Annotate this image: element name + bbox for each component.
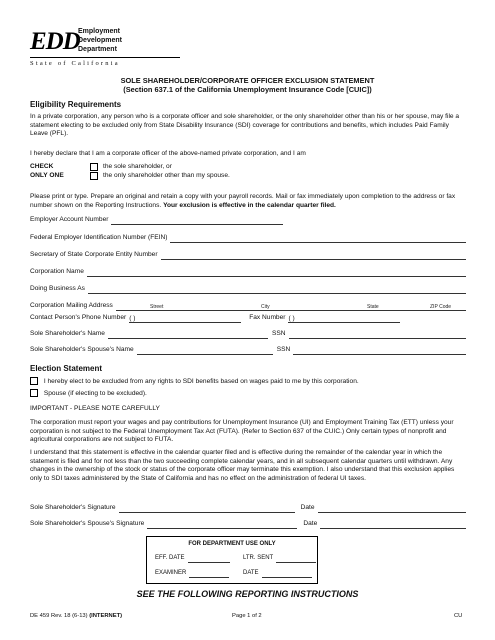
spouse-ssn-label: SSN — [276, 346, 291, 353]
shareholder-choice — [30, 163, 466, 185]
fein-input[interactable] — [170, 235, 466, 243]
page-number: Page 1 of 2 — [232, 613, 262, 619]
logo-rule — [30, 57, 180, 58]
form-subtitle: (Section 637.1 of the California Unemployment Insurance Code [CUIC]) — [123, 85, 372, 94]
only-one-label: ONLY ONE — [30, 172, 64, 179]
spouse-name-row — [30, 346, 466, 355]
examiner-field — [155, 570, 229, 578]
eligibility-paragraph: In a private corporation, any person who is a corporate officer and sole shareholder, or the only shareholder other than his or her spouse, may file a statement electing to be excluded only from State Disability Insurance (SDI) coverage for contributions and benefits, which includes Paid Family Leave (PFL). — [30, 113, 460, 138]
form-revision: DE 459 Rev. 18 (6-13) — [30, 613, 88, 619]
instructions-text — [30, 193, 466, 210]
eff-date-label: EFF. DATE — [155, 555, 185, 562]
dba-row — [30, 285, 466, 294]
logo-line-2: Development — [78, 37, 122, 44]
contact-phone-label: Contact Person's Phone Number — [30, 314, 127, 321]
contact-phone-row — [30, 314, 466, 323]
footer-cu: CU — [454, 613, 463, 619]
state-caption: State — [367, 304, 379, 310]
street-caption: Street — [150, 304, 164, 310]
examiner-label: EXAMINER — [155, 570, 187, 577]
corp-name-row — [30, 268, 466, 277]
corp-name-label: Corporation Name — [30, 268, 84, 275]
dept-date-input[interactable] — [262, 570, 312, 578]
shareholder-name-label: Sole Shareholder's Name — [30, 330, 105, 337]
spouse-signature-date-label: Date — [303, 520, 318, 527]
employer-account-row — [30, 216, 466, 225]
employer-account-label: Employer Account Number — [30, 216, 109, 223]
important-notice: IMPORTANT - PLEASE NOTE CAREFULLY — [30, 405, 160, 412]
examiner-input[interactable] — [189, 570, 229, 578]
ltr-sent-label: LTR. SENT — [243, 555, 274, 562]
department-box-title: FOR DEPARTMENT USE ONLY — [188, 541, 276, 547]
spouse-exclude-label: Spouse (if electing to be excluded). — [43, 389, 147, 397]
instructions-body: Please print or type. Prepare an original and retain a copy with your payroll records. Mail or fax immediately upon completion to the address or fax number shown on the Reporting Instructions. — [30, 193, 456, 209]
zip-caption: ZIP Code — [430, 304, 452, 310]
elect-exclude-label: I hereby elect to be excluded from any rights to SDI benefits based on wages paid to me by this corporation. — [43, 377, 359, 385]
election-option-1 — [30, 377, 466, 386]
futa-paragraph: The corporation must report your wages and pay contributions for Unemployment Insurance (UI) and Employment Training Tax (ETT) unless your corporation is not subject to the Federal Unemployment Tax Act (FUTA). (Refer to Section 637 of the CUIC.) Only certain types of nonprofit and agricultural corporations are not subject to FUTA. — [30, 419, 454, 444]
fax-paren: ( ) — [288, 314, 295, 322]
eligibility-heading: Eligibility Requirements — [30, 100, 122, 109]
sos-input[interactable] — [161, 252, 466, 260]
spouse-name-label: Sole Shareholder's Spouse's Name — [30, 346, 134, 353]
sos-label: Secretary of State Corporate Entity Number — [30, 251, 158, 258]
city-caption: City — [261, 304, 270, 310]
option-spouse-shareholder: the only shareholder other than my spouse. — [103, 172, 230, 179]
signature-label: Sole Shareholder's Signature — [30, 504, 116, 511]
spouse-ssn-input[interactable] — [293, 347, 466, 355]
phone-paren: ( ) — [129, 314, 136, 322]
election-heading: Election Statement — [30, 364, 103, 373]
shareholder-name-row — [30, 330, 466, 339]
dept-date-field — [243, 570, 312, 578]
ssn-label: SSN — [271, 330, 286, 337]
dba-label: Doing Business As — [30, 285, 85, 292]
ltr-sent-input[interactable] — [276, 555, 316, 563]
signature-date-input[interactable] — [318, 505, 466, 513]
option-sole-shareholder: the sole shareholder, or — [103, 163, 172, 170]
contact-phone-input[interactable] — [129, 315, 241, 323]
election-option-2 — [30, 389, 466, 398]
instructions-bold: Your exclusion is effective in the calendar quarter filed. — [163, 201, 336, 209]
eff-date-field — [155, 555, 230, 563]
mailing-address-row — [30, 302, 466, 311]
signature-input[interactable] — [119, 505, 295, 513]
employer-account-input[interactable] — [111, 217, 283, 225]
edd-logo — [30, 22, 180, 68]
spouse-signature-input[interactable] — [147, 521, 297, 529]
spouse-signature-label: Sole Shareholder's Spouse's Signature — [30, 520, 145, 527]
fax-input[interactable] — [288, 315, 400, 323]
dept-date-label: DATE — [243, 570, 259, 577]
understanding-paragraph: I understand that this statement is effective in the calendar quarter filed and is effective during the remainder of the calendar year in which the statement is filed and for not less than the two succeeding complete calendar years, and in all subsequent calendar quarters until withdrawn. Any changes in the ownership of the stock or status of the corporate officer may terminate this exemption. I also understand that this exclusion applies only to SDI taxes administered by the State of California and has no effect on the administration of federal UI taxes. — [30, 449, 455, 482]
spouse-exclude-checkbox[interactable] — [30, 389, 38, 397]
form-number — [30, 613, 122, 621]
fein-label: Federal Employer Identification Number (FEIN) — [30, 234, 168, 241]
fax-label: Fax Number — [249, 314, 286, 321]
department-use-box — [146, 536, 318, 584]
fein-row — [30, 234, 466, 243]
mailing-address-label: Corporation Mailing Address — [30, 302, 113, 309]
form-internet: (INTERNET) — [89, 613, 123, 619]
logo-text — [78, 27, 122, 54]
mailing-address-input[interactable] — [116, 303, 466, 311]
logo-line-3: Department — [78, 46, 117, 53]
check-label: CHECK — [30, 163, 54, 170]
sos-row — [30, 251, 466, 260]
spouse-shareholder-checkbox[interactable] — [90, 172, 98, 180]
ssn-input[interactable] — [289, 331, 467, 339]
shareholder-name-input[interactable] — [108, 331, 268, 339]
ltr-sent-field — [243, 555, 316, 563]
form-title: SOLE SHAREHOLDER/CORPORATE OFFICER EXCLUSION STATEMENT — [120, 76, 375, 85]
elect-exclude-checkbox[interactable] — [30, 377, 38, 385]
sole-shareholder-checkbox[interactable] — [90, 163, 98, 171]
spouse-signature-row — [30, 520, 466, 529]
signature-date-label: Date — [300, 504, 315, 511]
dba-input[interactable] — [88, 286, 466, 294]
logo-state: State of California — [30, 60, 120, 67]
logo-abbr: EDD — [30, 28, 80, 55]
eff-date-input[interactable] — [188, 555, 230, 563]
spouse-name-input[interactable] — [137, 347, 273, 355]
see-instructions-banner: SEE THE FOLLOWING REPORTING INSTRUCTIONS — [136, 589, 359, 599]
signature-row — [30, 504, 466, 513]
declaration-text: I hereby declare that I am a corporate officer of the above-named private corporation, and I am — [30, 150, 306, 157]
logo-line-1: Employment — [78, 28, 121, 35]
spouse-signature-date-input[interactable] — [320, 521, 466, 529]
corp-name-input[interactable] — [87, 269, 466, 277]
